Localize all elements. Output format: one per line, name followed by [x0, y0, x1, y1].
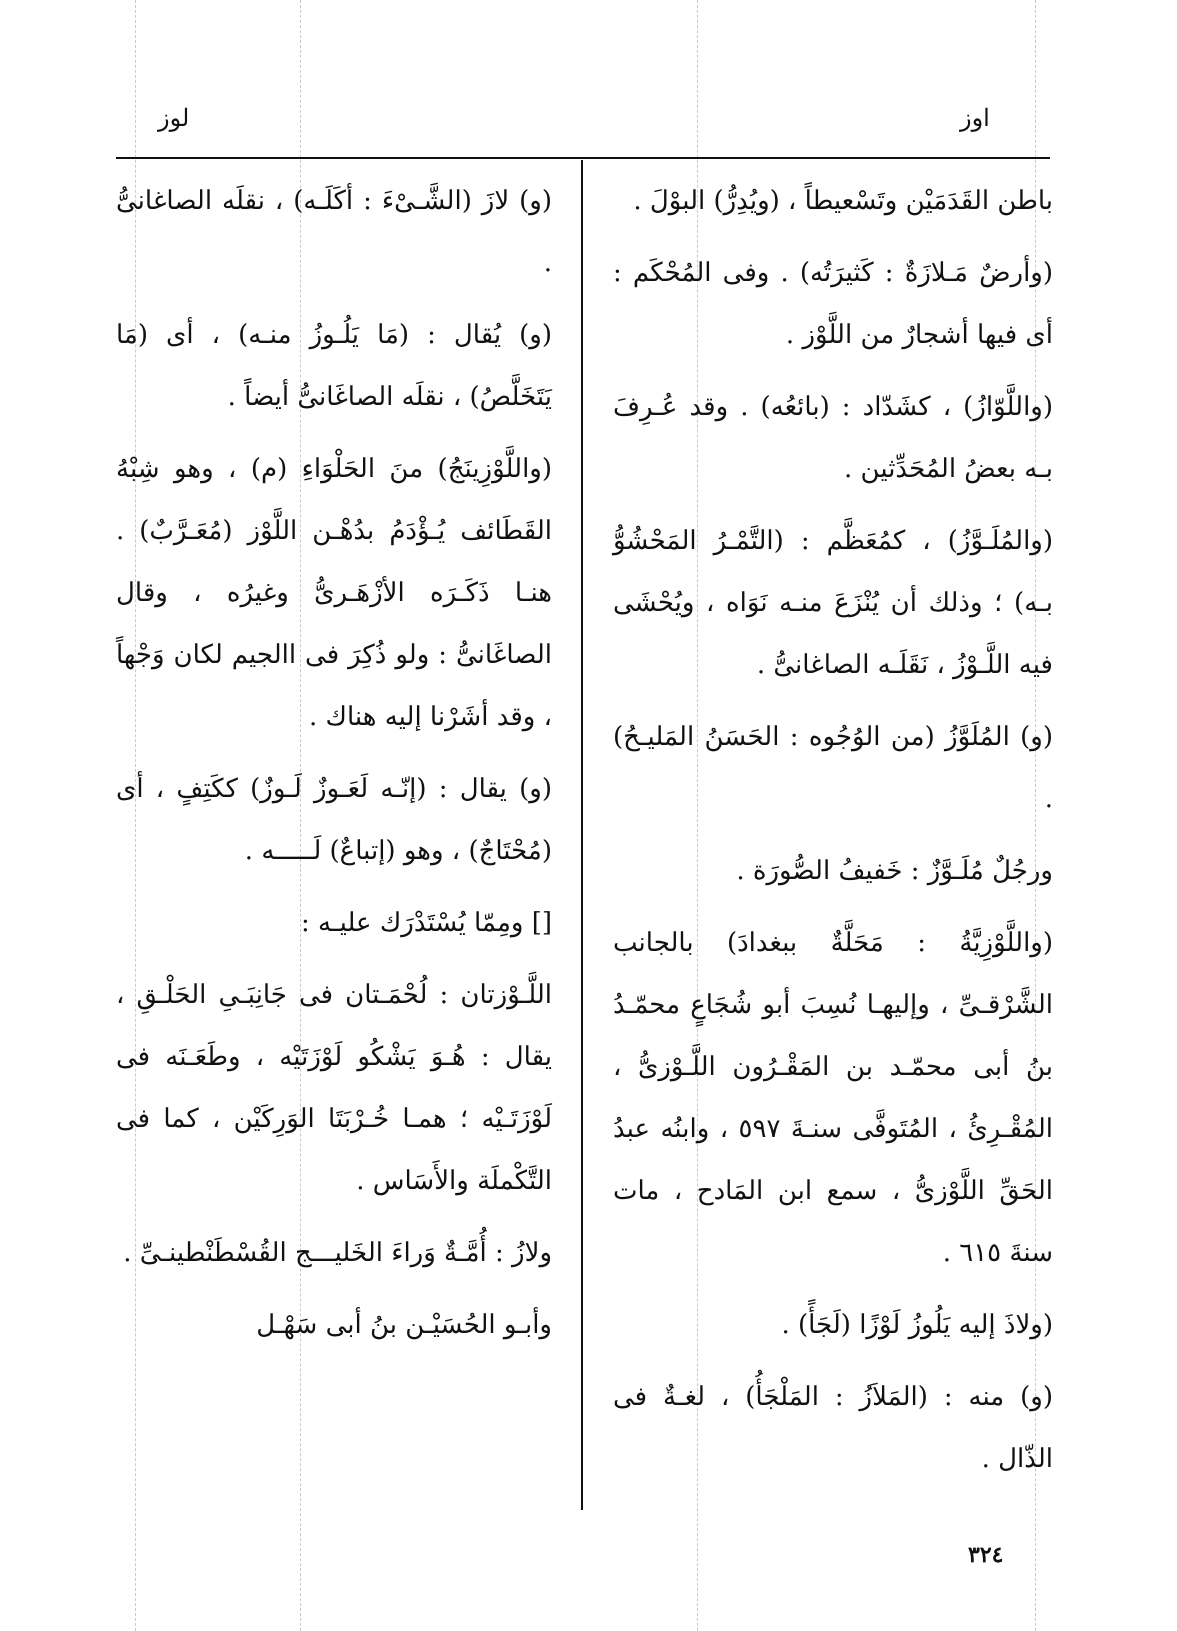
entry-paragraph: ورجُلٌ مُلَـوَّزٌ : خَفيفُ الصُّورَة . [736, 856, 1053, 886]
entry-paragraph: باطن القَدَمَيْن وتَسْعيطاً ، (ويُدِرُّ) البوْلَ . [633, 186, 1053, 216]
entry-paragraph: (وأرضٌ مَـلازَةٌ : كَثيرَتُه) . وفى المُحْكَم : أى فيها أشجارٌ من اللَّوْز . [613, 258, 1053, 350]
entry-paragraph: (و) منه : (المَلاَزُ : المَلْجَأُ) ، لغـةٌ فى الذّال . [613, 1382, 1053, 1474]
entry-paragraph: (واللَّوّازُ) ، كشَدّاد : (بائعُه) . وقد عُـرِفَ بـه بعضُ المُحَدِّثين . [613, 392, 1053, 484]
entry-paragraph: [] ومِمّا يُسْتَدْرَك عليـه : [301, 908, 552, 938]
header-left-word: لوز [158, 104, 190, 132]
right-column [613, 170, 1053, 1500]
left-column [116, 170, 552, 1366]
entry-paragraph: ولازُ : أُمَّـةٌ وَراءَ الخَليـــج القُسْطَنْطينـىِّ . [123, 1238, 552, 1268]
entry-paragraph: (واللَّوْزِينَجُ) منَ الحَلْوَاءِ (م) ، وهو شِبْهُ القَطَائف يُـؤْدَمُ بدُهْـن اللَّوْز (مُعَـرَّبٌ) . هنـا ذَكَـرَه الأزْهَـرىُّ وغيرُه ، وقال الصاغَانىُّ : ولو ذُكِرَ فى االجيم لكان وَجْهاً ، وقد أشَرْنا إليه هناك . [116, 454, 552, 732]
page-number: ٣٢٤ [968, 1542, 1004, 1568]
entry-paragraph: (و) لازَ (الشَّـىْءَ : أكَلَـه) ، نقلَه الصاغانىُّ . [116, 186, 552, 278]
header-right-word: اوز [960, 104, 990, 132]
entry-paragraph: وأبـو الحُسَيْـن بنُ أبى سَهْـل [256, 1310, 552, 1340]
column-divider [581, 160, 583, 1510]
entry-paragraph: (و) يقال : (إنّـه لَعَـوزٌ لَـوزٌ) ككَتِفٍ ، أى (مُحْتَاجٌ) ، وهو (إتباعٌ) لَـــــه . [116, 774, 552, 866]
entry-paragraph: (ولاذَ إليه يَلُوزُ لَوْزًا (لَجَأً) . [781, 1310, 1053, 1340]
header-rule [116, 157, 1050, 159]
entry-paragraph: (و) يُقال : (مَا يَلُـوزُ منـه) ، أى (مَا يَتَخَلَّصُ) ، نقلَه الصاغَانىُّ أيضاً . [116, 320, 552, 412]
entry-paragraph: اللَّـوْزتان : لُحْمَـتان فى جَانِبَـىِ الحَلْـقِ ، يقال : هُـوَ يَشْكُو لَوْزَتَيْه ، وطَعَـنَه فى لَوْزَتَـيْه ؛ همـا خُـرْبَتَا الوَرِكَيْن ، كما فى التَّكْملَة والأَسَاس . [116, 980, 552, 1196]
entry-paragraph: (واللَّوْزِيَّةُ : مَحَلَّةٌ ببغدادَ) بالجانب الشَّرْقـىِّ ، وإليهـا نُسِبَ أبو شُجَاعٍ محمّـدُ بنُ أبى محمّـد بن المَقْـرُون اللَّـوْزىُّ ، المُقْـرِئُ ، المُتَوفَّى سنـةَ ٥٩٧ ، وابنُه عبدُ الحَقِّ اللَّوْزىُّ ، سمع ابن المَادح ، مات سنةَ ٦١٥ . [613, 928, 1053, 1268]
entry-paragraph: (والمُلَـوَّزُ) ، كمُعَظَّم : (التَّمْـرُ المَحْشُوُّ بـه) ؛ وذلك أن يُنْزَعَ منـه نَوَاه ، ويُحْشَى فيه اللَّـوْزُ ، نَقَلَـه الصاغانىُّ . [613, 526, 1053, 680]
entry-paragraph: (و) المُلَوَّزُ (من الوُجُوه : الحَسَنُ المَليـحُ) . [613, 722, 1053, 814]
